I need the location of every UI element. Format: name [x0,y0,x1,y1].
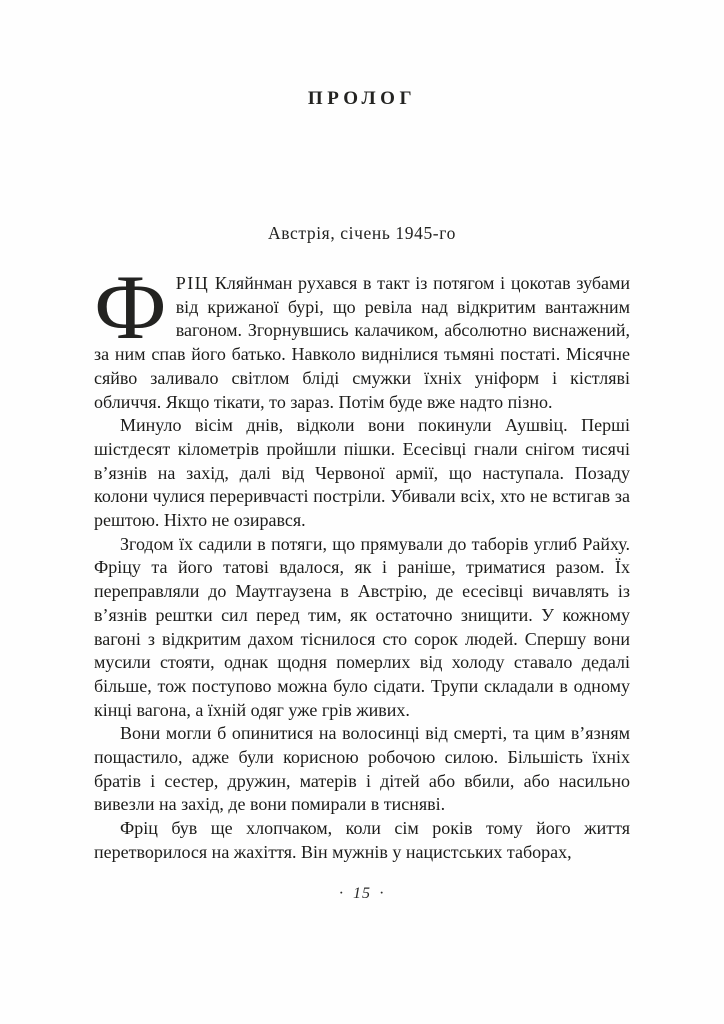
page-number-value: 15 [353,884,371,902]
opening-paragraph [94,256,631,414]
paragraph: Фріц був ще хлопчаком, коли сім років тому його життя перетворилося на жахіття. Він мужнів у нацистських таборах, [94,818,630,862]
section-heading: Австрія, січень 1945-го [268,223,456,243]
paragraph: Вони могли б опинитися на волосинці від смерті, та цим в’язням пощастило, адже були корисною робочою силою. Більшість їхніх братів і сестер, дружин, матерів і дітей або вбили, або насильно вивезли на захід, де вони помирали в тисняві. [94,723,630,815]
opening-text: Кляйнман рухався в такт із потягом і цокотав зубами від крижаної бурі, що ревіла над відкритим вантажним вагоном. Згорнувшись калачиком, абсолютно виснажений, за ним спав його батько. Навколо виднілися тьмяні постаті. Місячне сяйво заливало світлом бліді смужки їхніх уніформ і кістляві обличчя. Якщо тікати, то зараз. Потім буде вже надто пізно. [94,273,631,412]
lead-word: РІЦ [175,273,210,293]
text-column [94,88,630,903]
paragraph: Минуло вісім днів, відколи вони покинули Аушвіц. Перші шістдесят кілометрів пройшли пішки. Есесівці гнали снігом тисячі в’язнів на захід, далі від Червоної армії, що наступала. Позаду колони чулися переривчасті постріли. Убивали всіх, хто не встигав за рештою. Ніхто не озирався. [94,415,630,531]
page-number-dot-right: · [379,884,386,902]
body-text [94,256,631,865]
page-number-dot-left: · [338,884,345,902]
page-number [94,885,630,903]
drop-cap: Ф [94,256,167,358]
paragraph: Згодом їх садили в потяги, що прямували до таборів углиб Райху. Фріцу та його татові вдалося, як і раніше, триматися разом. Їх переправляли до Маутгаузена в Австрію, де есесівці вичавлять із в’язнів рештки сил перед тим, як остаточно знищити. У кожному вагоні з відкритим дахом тіснилося сто сорок людей. Спершу вони мусили стояти, однак щодня померлих від холоду ставало дедалі більше, тож поступово можна було сідати. Трупи складали в одному кінці вагона, а їхній одяг уже грів живих. [94,533,630,720]
chapter-title: ПРОЛОГ [307,88,417,109]
